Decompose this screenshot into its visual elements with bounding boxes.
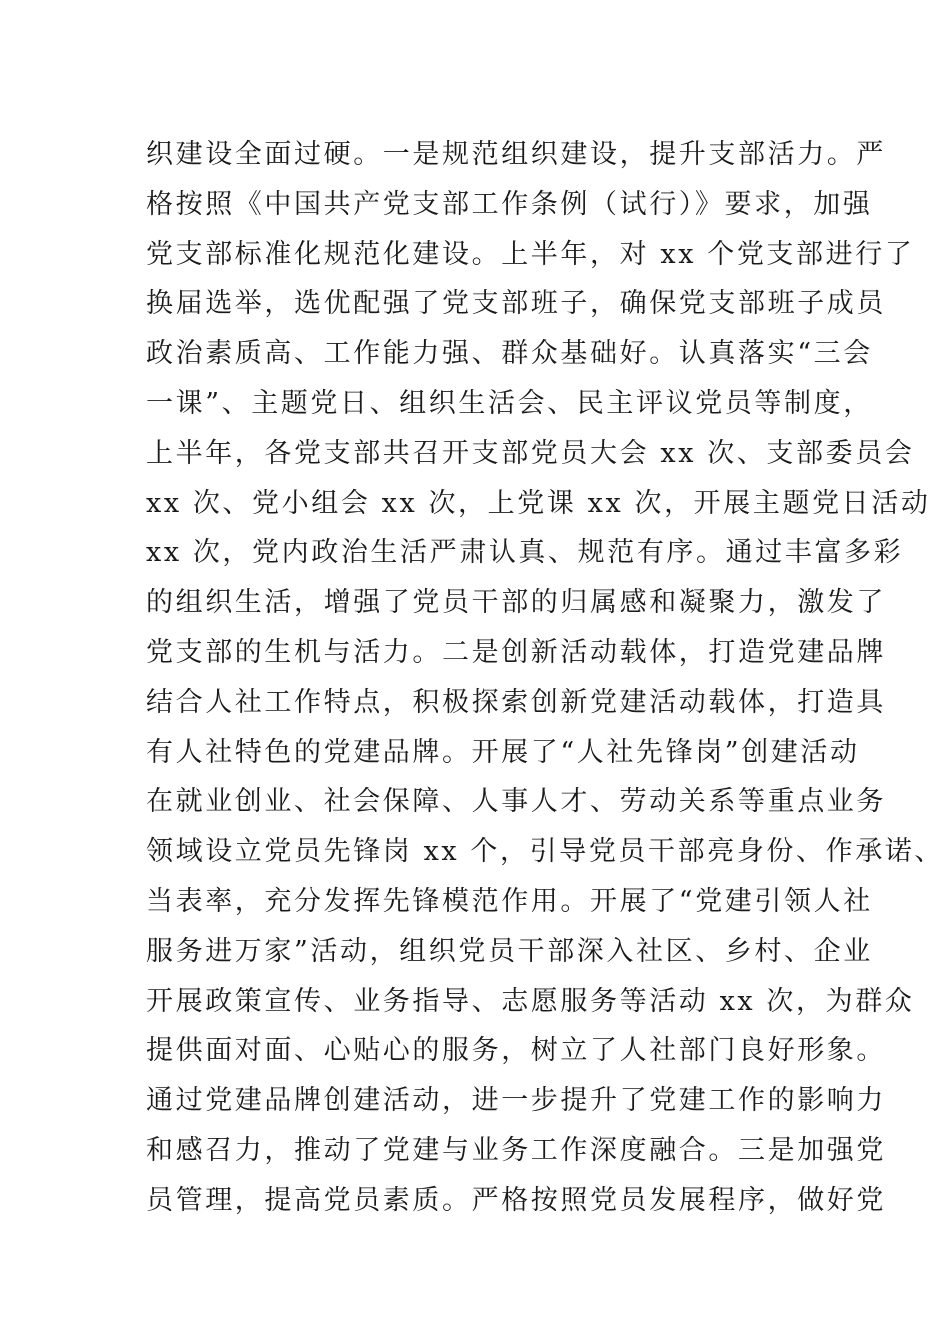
text-line: xx 次、党小组会 xx 次，上党课 xx 次，开展主题党日活动: [146, 487, 931, 519]
text-line: 服务进万家”活动，组织党员干部深入社区、乡村、企业: [146, 935, 873, 967]
text-line: 员管理，提高党员素质。严格按照党员发展程序，做好党: [146, 1184, 886, 1216]
text-line: 上半年，各党支部共召开支部党员大会 xx 次、支部委员会: [146, 437, 915, 469]
text-line: 格按照《中国共产党支部工作条例（试行）》要求，加强: [146, 188, 873, 220]
text-line: 开展政策宣传、业务指导、志愿服务等活动 xx 次，为群众: [146, 985, 915, 1017]
text-line: 换届选举，选优配强了党支部班子，确保党支部班子成员: [146, 288, 886, 320]
text-line: 结合人社工作特点，积极探索创新党建活动载体，打造具: [146, 686, 886, 718]
text-line: 通过党建品牌创建活动，进一步提升了党建工作的影响力: [146, 1085, 886, 1117]
text-line: 领域设立党员先锋岗 xx 个，引导党员干部亮身份、作承诺、: [146, 836, 945, 868]
body-text: [146, 130, 945, 1226]
text-line: 政治素质高、工作能力强、群众基础好。认真落实“三会: [146, 338, 873, 370]
text-line: 一课”、主题党日、组织生活会、民主评议党员等制度，: [146, 387, 873, 419]
text-line: 当表率，充分发挥先锋模范作用。开展了“党建引领人社: [146, 885, 873, 917]
text-line: xx 次，党内政治生活严肃认真、规范有序。通过丰富多彩: [146, 537, 904, 569]
text-line: 有人社特色的党建品牌。开展了“人社先锋岗”创建活动: [146, 736, 860, 768]
text-line: 党支部标准化规范化建设。上半年，对 xx 个党支部进行了: [146, 238, 915, 270]
text-line: 提供面对面、心贴心的服务，树立了人社部门良好形象。: [146, 1035, 886, 1067]
text-line: 和感召力，推动了党建与业务工作深度融合。三是加强党: [146, 1134, 886, 1166]
text-line: 的组织生活，增强了党员干部的归属感和凝聚力，激发了: [146, 587, 886, 619]
text-line: 织建设全面过硬。一是规范组织建设，提升支部活力。严: [146, 139, 886, 170]
text-line: 党支部的生机与活力。二是创新活动载体，打造党建品牌: [146, 636, 886, 668]
text-line: 在就业创业、社会保障、人事人才、劳动关系等重点业务: [146, 786, 886, 818]
